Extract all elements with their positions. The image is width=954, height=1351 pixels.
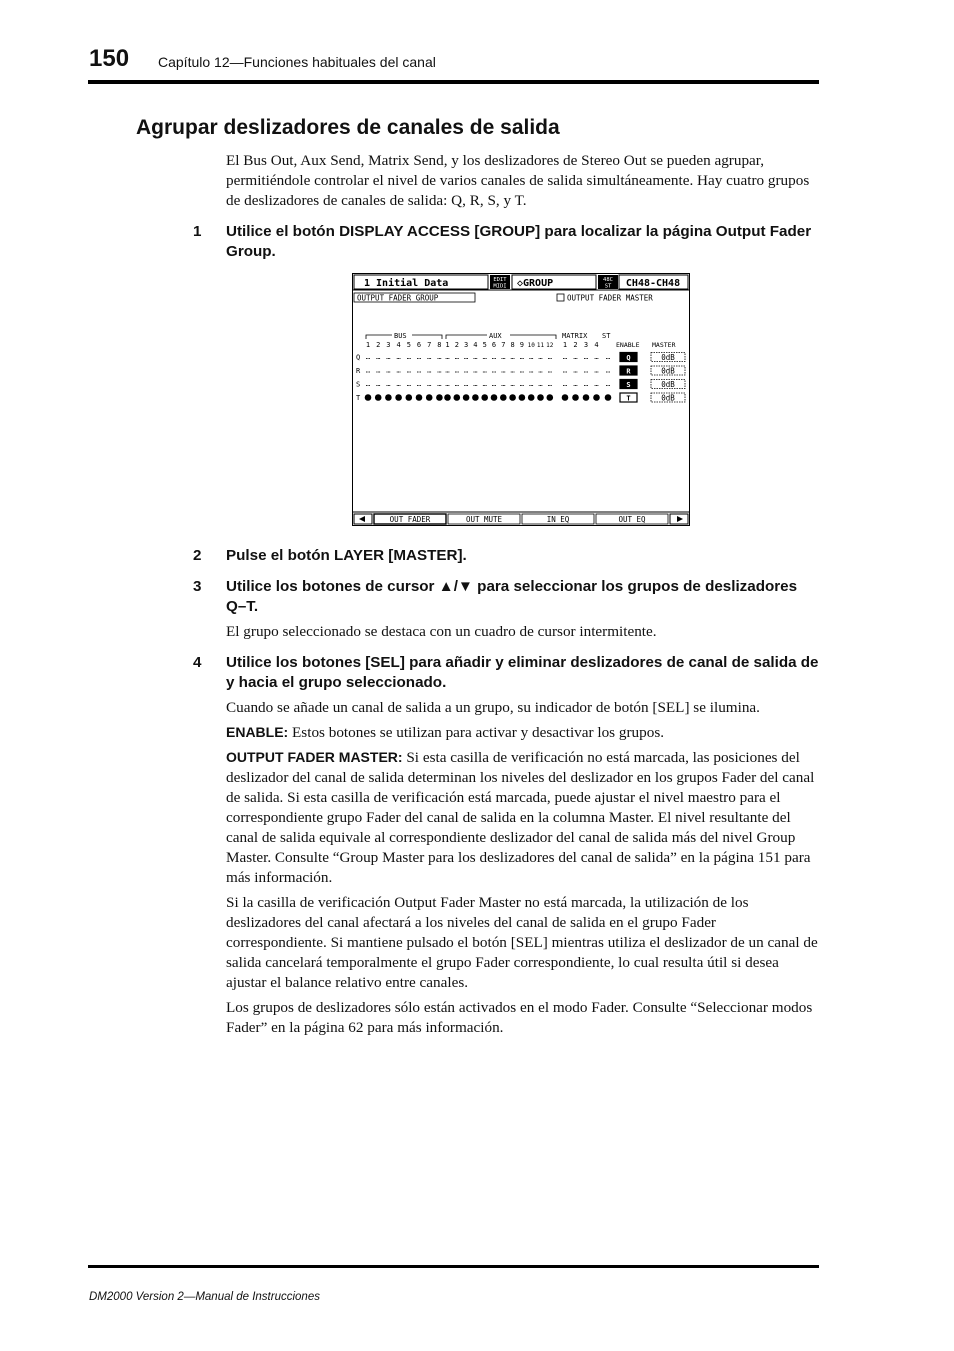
lcd-channel-dots[interactable]: …: [406, 366, 411, 375]
lcd-channel-dots[interactable]: …: [605, 380, 611, 388]
lcd-channel-dots[interactable]: …: [454, 380, 459, 388]
lcd-channel-dots[interactable]: …: [519, 353, 525, 361]
master-level-value: 0dB: [661, 393, 675, 403]
lcd-channel-dots[interactable]: …: [482, 380, 487, 388]
lcd-channel-number: 1: [365, 341, 371, 349]
lcd-channel-dots[interactable]: …: [547, 366, 552, 375]
lcd-midi: MIDI: [493, 283, 507, 290]
step-1: [193, 222, 819, 262]
lcd-channel-dots[interactable]: …: [529, 380, 534, 388]
lcd-channel-dots[interactable]: …: [605, 353, 611, 361]
lcd-channel-dot[interactable]: [605, 394, 612, 401]
lcd-channel-dots[interactable]: …: [501, 366, 506, 375]
lcd-channel-dots[interactable]: …: [437, 380, 442, 388]
lcd-channel-number: 5: [482, 341, 487, 349]
lcd-channel-dots[interactable]: …: [491, 366, 497, 375]
lcd-channel-dot[interactable]: [426, 394, 433, 401]
lcd-channel-dots[interactable]: …: [583, 380, 589, 388]
lcd-channel-dots[interactable]: …: [573, 353, 578, 361]
lcd-col-master: MASTER: [652, 341, 676, 349]
lcd-channel-dots[interactable]: …: [473, 380, 478, 388]
lcd-page-title: OUTPUT FADER GROUP: [357, 293, 439, 303]
lcd-channel-dots[interactable]: …: [529, 366, 534, 375]
lcd-channel-dots[interactable]: …: [376, 380, 381, 388]
step-number: 3: [193, 578, 202, 595]
step-number: 2: [193, 547, 202, 564]
header-rule: [88, 80, 819, 84]
lcd-edit: EDIT: [493, 277, 507, 283]
page-number: 150: [89, 45, 130, 72]
lcd-channel-dots[interactable]: …: [463, 366, 469, 375]
lcd-channel-dot[interactable]: [395, 394, 402, 401]
lcd-group-label: S: [356, 380, 361, 389]
step-number: 4: [193, 654, 202, 671]
lcd-channel-number: 1: [562, 341, 568, 349]
lcd-channel-number: 5: [406, 341, 411, 349]
lcd-section-st: ST: [602, 332, 611, 340]
lcd-channel-dot[interactable]: [519, 394, 526, 401]
lcd-channel-dots[interactable]: …: [519, 366, 525, 375]
lcd-layer-1: 48C: [603, 277, 613, 283]
master-text: Si esta casilla de verificación no está marcada, las posiciones del deslizador del canal de salida determinan los niveles del deslizador en los grupos Fader del canal de salida. Si esta casilla de verificación está marcada, puede ajustar el nivel maestro para el correspondiente grupo Fader del canal de salida en la columna Master. El nivel resultante del canal de salida equivale al correspondiente deslizador del canal de salida más del nivel Group Master. Consulte “Group Master para los deslizadores del canal de salida” en la página 151 para más información.: [226, 749, 815, 886]
lcd-group-label: Q: [356, 353, 361, 362]
lcd-channel-dots[interactable]: …: [427, 380, 432, 388]
lcd-channel: CH48-CH48: [625, 278, 681, 289]
lcd-channel-number: 9: [519, 341, 525, 349]
lcd-channel-dot[interactable]: [454, 394, 461, 401]
lcd-channel-dots[interactable]: …: [376, 366, 381, 375]
lcd-channel-dot[interactable]: [481, 394, 488, 401]
output-master-paragraph: Si la casilla de verificación Output Fader Master no está marcada, la utilización de los deslizadores del canal afectará a los niveles del canal de salida en el grupo Fader correspondiente. Si mantiene pulsado el botón [SEL] mientras utiliza el deslizador de un canal de salida cancelará temporalmente el grupo Fader correspondiente, lo cual resulta útil si desea ajustar el balance relativo entre canales.: [226, 894, 818, 991]
lcd-channel-dot[interactable]: [436, 394, 443, 401]
lcd-channel-number: 2: [573, 341, 578, 349]
lcd-channel-dots[interactable]: …: [583, 353, 589, 361]
lcd-section-matrix: MATRIX: [562, 332, 588, 340]
lcd-channel-dots[interactable]: …: [562, 366, 568, 375]
lcd-channel-dots[interactable]: …: [529, 353, 534, 361]
lcd-channel-dot[interactable]: [562, 394, 569, 401]
lcd-channel-dots[interactable]: …: [573, 380, 578, 388]
step-text: Utilice el botón DISPLAY ACCESS [GROUP] para localizar la página Output Fader Group.: [226, 223, 812, 260]
lcd-channel-number: 2: [454, 341, 459, 349]
lcd-channel-dots[interactable]: …: [416, 353, 422, 361]
lcd-group-label: R: [356, 367, 361, 375]
lcd-channel-dot[interactable]: [365, 394, 372, 401]
enable-label: ENABLE:: [226, 724, 289, 740]
lcd-channel-number: 6: [416, 341, 422, 349]
lcd-channel-dots[interactable]: …: [473, 353, 478, 361]
lcd-group-label: T: [356, 394, 361, 402]
lcd-channel-dots[interactable]: …: [427, 353, 432, 361]
lcd-channel-dots[interactable]: …: [482, 366, 487, 375]
lcd-channel-dots[interactable]: …: [501, 353, 506, 361]
lcd-channel-dots[interactable]: …: [594, 380, 599, 388]
enable-button-label: T: [626, 394, 631, 403]
footer-text: DM2000 Version 2—Manual de Instrucciones: [89, 1291, 320, 1303]
lcd-channel-dots[interactable]: …: [573, 366, 578, 375]
lcd-channel-dots[interactable]: …: [406, 353, 411, 361]
lcd-tab-label: OUT MUTE: [465, 515, 503, 524]
lcd-channel-dots[interactable]: …: [482, 353, 487, 361]
lcd-channel-dot[interactable]: [385, 394, 392, 401]
lcd-channel-dots[interactable]: …: [445, 380, 450, 388]
output-fader-master-checkbox[interactable]: [557, 294, 564, 301]
lcd-channel-number: 8: [510, 341, 515, 349]
lcd-channel-dot[interactable]: [528, 394, 535, 401]
footer-rule: [88, 1265, 819, 1268]
lcd-channel-dots[interactable]: …: [365, 353, 371, 361]
lcd-channel-dot[interactable]: [593, 394, 600, 401]
lcd-channel-dots[interactable]: …: [386, 353, 391, 361]
step-4-note: Cuando se añade un canal de salida a un grupo, su indicador de botón [SEL] se ilumina.: [226, 699, 760, 716]
lcd-section-bus: BUS: [394, 332, 407, 340]
lcd-scene: 1 Initial Data: [364, 278, 449, 289]
step-text: Utilice los botones de cursor ▲/▼ para seleccionar los grupos de deslizadores Q–T.: [226, 578, 798, 615]
lcd-channel-dots[interactable]: …: [386, 380, 391, 388]
lcd-channel-dots[interactable]: …: [454, 353, 459, 361]
lcd-channel-number: 1: [445, 341, 450, 349]
master-paragraph: [226, 748, 819, 888]
lcd-channel-dots[interactable]: …: [445, 353, 450, 361]
lcd-channel-dots[interactable]: …: [583, 366, 589, 375]
lcd-channel-number: 3: [583, 341, 589, 349]
lcd-channel-dot[interactable]: [472, 394, 479, 401]
lcd-channel-dots[interactable]: …: [491, 353, 497, 361]
lcd-channel-dots[interactable]: …: [396, 366, 401, 375]
lcd-channel-dot[interactable]: [375, 394, 382, 401]
intro-paragraph: El Bus Out, Aux Send, Matrix Send, y los deslizadores de Stereo Out se pueden agrupar, permitiéndole controlar el nivel de varios canales de salida simultáneamente. Hay cuatro grupos de deslizadores de canales de salida: Q, R, S, y T.: [226, 152, 810, 209]
lcd-channel-dots[interactable]: …: [547, 380, 552, 388]
lcd-channel-number: 4: [396, 341, 401, 349]
master-label: OUTPUT FADER MASTER:: [226, 749, 403, 765]
step-2: [193, 546, 819, 566]
lcd-channel-dots[interactable]: …: [396, 380, 401, 388]
lcd-channel-dots[interactable]: …: [562, 380, 568, 388]
lcd-channel-dots[interactable]: …: [594, 366, 599, 375]
lcd-channel-number: 3: [463, 341, 469, 349]
lcd-section-aux: AUX: [489, 332, 502, 340]
lcd-channel-dot[interactable]: [547, 394, 554, 401]
lcd-channel-dots[interactable]: …: [519, 380, 525, 388]
enable-paragraph: [226, 723, 819, 743]
lcd-channel-dots[interactable]: …: [396, 353, 401, 361]
step-number: 1: [193, 223, 202, 240]
lcd-channel-number: 8: [437, 341, 442, 349]
lcd-channel-dots[interactable]: …: [501, 380, 506, 388]
lcd-page-name: ◇GROUP: [517, 278, 554, 289]
lcd-channel-dots[interactable]: …: [416, 380, 422, 388]
lcd-channel-dots[interactable]: …: [562, 353, 568, 361]
chapter-title: Capítulo 12—Funciones habituales del canal: [158, 54, 436, 70]
lcd-channel-number: 7: [501, 341, 506, 349]
lcd-tab-label: OUT EQ: [618, 515, 646, 524]
lcd-channel-dots[interactable]: …: [510, 353, 515, 361]
lcd-channel-dots[interactable]: …: [454, 366, 459, 375]
step-text: Utilice los botones [SEL] para añadir y eliminar deslizadores de canal de salida de y hacia el grupo seleccionado.: [226, 654, 819, 691]
lcd-col-enable: ENABLE: [616, 341, 640, 349]
lcd-layer-2: ST: [604, 283, 612, 290]
lcd-channel-dots[interactable]: …: [538, 380, 543, 388]
enable-button-label: R: [626, 367, 631, 376]
lcd-channel-dots[interactable]: …: [594, 353, 599, 361]
section-title: Agrupar deslizadores de canales de salida: [136, 116, 560, 139]
lcd-channel-dot[interactable]: [444, 394, 451, 401]
lcd-screen: [352, 273, 690, 526]
lcd-channel-number: 2: [376, 341, 381, 349]
lcd-channel-dots[interactable]: …: [365, 366, 371, 375]
lcd-channel-dots[interactable]: …: [427, 366, 432, 375]
lcd-tab-label: IN EQ: [546, 515, 570, 524]
lcd-channel-dots[interactable]: …: [406, 380, 411, 388]
lcd-checkbox-label: OUTPUT FADER MASTER: [567, 293, 653, 303]
lcd-channel-dots[interactable]: …: [376, 353, 381, 361]
lcd-channel-number: 4: [473, 341, 478, 349]
lcd-channel-dot[interactable]: [583, 394, 590, 401]
lcd-channel-dots[interactable]: …: [473, 366, 478, 375]
enable-text: Estos botones se utilizan para activar y desactivar los grupos.: [292, 724, 665, 741]
lcd-channel-dots[interactable]: …: [547, 353, 552, 361]
lcd-channel-dots[interactable]: …: [386, 366, 391, 375]
lcd-channel-dot[interactable]: [491, 394, 498, 401]
fader-mode-paragraph: Los grupos de deslizadores sólo están activados en el modo Fader. Consulte “Seleccionar modos Fader” en la página 62 para más información.: [226, 999, 813, 1036]
step-4: [193, 653, 819, 693]
lcd-channel-dots[interactable]: …: [491, 380, 497, 388]
lcd-channel-number: 7: [427, 341, 432, 349]
lcd-channel-dots[interactable]: …: [463, 353, 469, 361]
lcd-channel-number: 10: [527, 342, 535, 349]
master-level-value: 0dB: [661, 380, 675, 389]
lcd-channel-number: 3: [386, 341, 391, 349]
lcd-channel-dot[interactable]: [416, 394, 423, 401]
lcd-channel-dots[interactable]: …: [365, 380, 371, 388]
lcd-channel-number: 11: [536, 342, 545, 349]
lcd-channel-dots[interactable]: …: [538, 353, 543, 361]
lcd-channel-number: 4: [594, 341, 599, 349]
lcd-channel-dots[interactable]: …: [510, 380, 515, 388]
lcd-channel-dots[interactable]: …: [416, 366, 422, 375]
lcd-channel-dots[interactable]: …: [463, 380, 469, 388]
lcd-channel-dot[interactable]: [537, 394, 544, 401]
lcd-tab-label: OUT FADER: [389, 515, 431, 524]
lcd-channel-dot[interactable]: [572, 394, 579, 401]
lcd-channel-dot[interactable]: [463, 394, 470, 401]
lcd-channel-dot[interactable]: [500, 394, 507, 401]
master-level-value: 0dB: [661, 366, 675, 376]
lcd-channel-dots[interactable]: …: [605, 366, 611, 375]
lcd-channel-number: 6: [491, 341, 497, 349]
lcd-channel-dot[interactable]: [406, 394, 413, 401]
step-text: Pulse el botón LAYER [MASTER].: [226, 547, 467, 564]
lcd-channel-dots[interactable]: …: [437, 366, 442, 375]
lcd-channel-dot[interactable]: [509, 394, 516, 401]
lcd-channel-dots[interactable]: …: [510, 366, 515, 375]
master-level-value: 0dB: [661, 353, 675, 362]
lcd-channel-dots[interactable]: …: [538, 366, 543, 375]
step-3-note: El grupo seleccionado se destaca con un cuadro de cursor intermitente.: [226, 623, 657, 640]
lcd-channel-number: 12: [546, 342, 554, 349]
lcd-channel-dots[interactable]: …: [437, 353, 442, 361]
enable-button-label: S: [626, 381, 631, 389]
step-3: [193, 577, 819, 617]
enable-button-label: Q: [626, 354, 631, 362]
lcd-channel-dots[interactable]: …: [445, 366, 450, 375]
